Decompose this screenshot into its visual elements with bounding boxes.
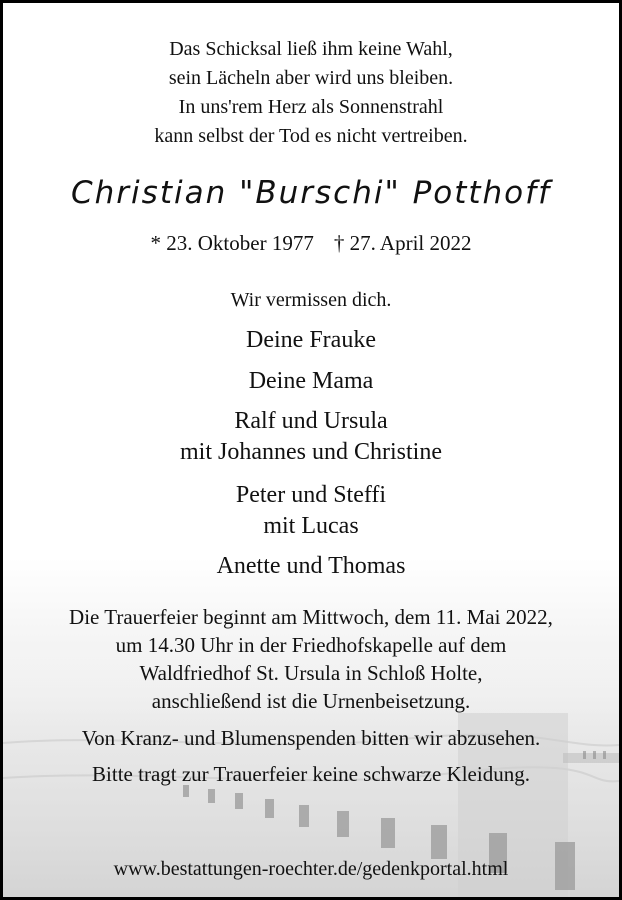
poem-line: kann selbst der Tod es nicht vertreiben. [154,125,468,147]
mourner-entry [3,325,619,356]
mourner-entry [3,366,619,397]
mourner-entry [3,406,619,468]
ceremony-line: um 14.30 Uhr in der Friedhofskapelle auf dem [115,633,507,657]
ceremony-info [3,603,619,715]
poem-line: sein Lächeln aber wird uns bleiben. [168,67,454,89]
life-dates [3,229,619,257]
deceased-name: Christian "Burschi" Potthoff [71,175,551,211]
memorial-website: www.bestattungen-roechter.de/gedenkportal.html [113,858,509,880]
mourner-line: Ralf und Ursula [234,408,388,434]
ceremony-line: Die Trauerfeier beginnt am Mittwoch, dem 11. Mai 2022, [69,605,553,629]
clothing-request: Bitte tragt zur Trauerfeier keine schwarze Kleidung. [92,762,530,786]
mourner-entry [3,551,619,582]
ceremony-line: Waldfriedhof St. Ursula in Schloß Holte, [139,661,483,685]
mourner-line: Anette und Thomas [216,553,406,579]
poem [3,35,619,151]
farewell-text: Wir vermissen dich. [230,289,392,311]
mourner-line: mit Johannes und Christine [180,439,442,465]
ceremony-line: anschließend ist die Urnenbeisetzung. [151,689,471,713]
mourner-line: mit Lucas [263,513,359,539]
death-date: † 27. April 2022 [333,231,472,255]
poem-line: Das Schicksal ließ ihm keine Wahl, [169,38,453,60]
mourner-line: Deine Frauke [246,327,376,353]
flower-request: Von Kranz- und Blumenspenden bitten wir abzusehen. [81,726,541,750]
birth-date: * 23. Oktober 1977 [150,231,314,255]
mourner-entry [3,480,619,542]
mourner-line: Peter und Steffi [235,482,387,508]
mourner-line: Deine Mama [248,368,374,394]
poem-line: In uns'rem Herz als Sonnenstrahl [178,96,444,118]
